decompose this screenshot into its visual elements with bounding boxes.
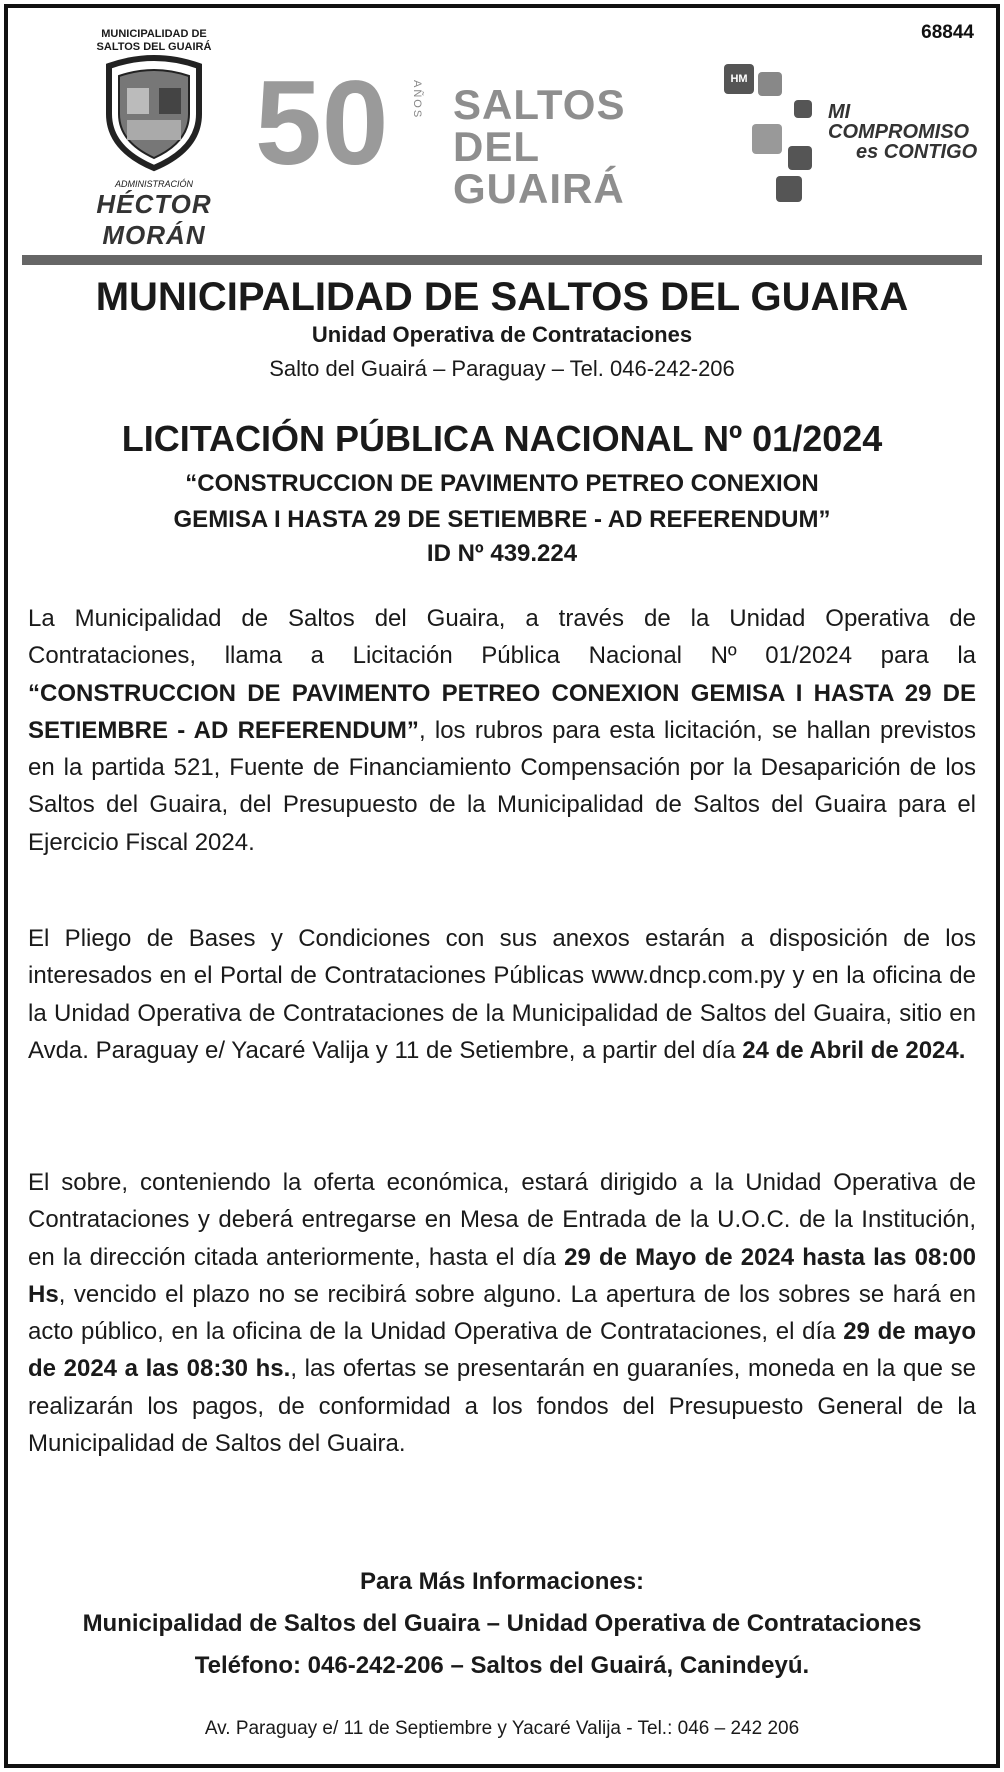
tile-icon [776, 176, 802, 202]
p1-text: La Municipalidad de Saltos del Guaira, a través de la Unidad Operativa de Contrataciones, llama a Licitación Pública Nacional Nº 01/2024 para la [28, 605, 976, 670]
p3-bold: 29 de mayo de 2024 a las 08:30 hs. [28, 1318, 976, 1383]
p2-bold: 24 de Abril de 2024. [742, 1036, 966, 1064]
header-divider [22, 255, 982, 265]
tender-id: ID Nº 439.224 [426, 540, 578, 567]
ad-code: 68844 [921, 22, 974, 43]
municipal-logo [64, 28, 244, 250]
slogan-line2: COMPROMISO [828, 121, 970, 143]
page-frame [4, 4, 1000, 1768]
tender-subject-line2: GEMISA I HASTA 29 DE SETIEMBRE - AD REFERENDUM” [173, 506, 831, 533]
slogan-text [828, 102, 977, 162]
tender-subject [20, 466, 984, 538]
fifty-years-number: 50 [255, 56, 389, 190]
p3-bold: 29 de Mayo de 2024 hasta las 08:00 Hs [28, 1243, 976, 1308]
p1-bold: “CONSTRUCCION DE PAVIMENTO PETREO CONEXION GEMISA I HASTA 29 DE SETIEMBRE - AD REFERENDUM” [28, 679, 976, 744]
tile-icon [758, 72, 782, 96]
info-heading: Para Más Informaciones: [359, 1568, 645, 1595]
location-line: Salto del Guairá – Paraguay – Tel. 046-242-206 [269, 356, 735, 381]
page-title: MUNICIPALIDAD DE SALTOS DEL GUAIRA [95, 275, 909, 319]
footer-address: Av. Paraguay e/ 11 de Septiembre y Yacaré Valija - Tel.: 046 – 242 206 [204, 1718, 800, 1739]
anniversary-logo [255, 56, 715, 212]
paragraph-documents [28, 920, 976, 1069]
tender-subject-line1: “CONSTRUCCION DE PAVIMENTO PETREO CONEXION [185, 470, 819, 497]
coat-of-arms-icon [99, 54, 209, 172]
unit-name: Unidad Operativa de Contrataciones [311, 322, 693, 347]
tile-icon [752, 124, 782, 154]
slogan-line1: MI [828, 101, 851, 123]
slogan-line3: es CONTIGO [856, 141, 978, 163]
p1-text: , los rubros para esta licitación, se hallan previstos en la partida 521, Fuente de Financiamiento Compensación por la Desaparición de los Saltos del Guaira, del Presupuesto de la Municipalidad de Saltos del Guaira para el Ejercicio Fiscal 2024. [28, 716, 977, 856]
p3-text: El sobre, conteniendo la oferta económica, estará dirigido a la Unidad Operativa de Contrataciones y deberá entregarse en Mesa de Entrada de la U.O.C. de la Institución, en la dirección citada anteriormente, hasta el día [28, 1169, 976, 1271]
fifty-years-anos: AÑOS [411, 80, 423, 120]
logo-municipalidad: MUNICIPALIDAD DE [101, 28, 207, 40]
anniversary-line2: GUAIRÁ [453, 165, 625, 212]
logo-hector-moran: HÉCTOR MORÁN [96, 189, 212, 250]
p2-text: El Pliego de Bases y Condiciones con sus anexos estarán a disposición de los interesados en el Portal de Contrataciones Públicas www.dncp.com.py y en la oficina de la Unidad Operativa de Contrataciones de la Municipalidad de Saltos del Guaira, sitio en Avda. Paraguay e/ Yacaré Valija y 11 de Setiembre, a partir del día [28, 925, 976, 1064]
paragraph-call [28, 600, 976, 861]
anniversary-line1: SALTOS DEL [453, 81, 626, 170]
tender-title: LICITACIÓN PÚBLICA NACIONAL Nº 01/2024 [121, 418, 883, 459]
hm-badge-icon: HM [724, 64, 754, 94]
info-line2: Teléfono: 046-242-206 – Saltos del Guairá, Canindeyú. [194, 1652, 810, 1679]
tile-icon [788, 146, 812, 170]
logo-saltos: SALTOS DEL GUAIRÁ [96, 41, 212, 53]
p3-text: , las ofertas se presentarán en guaraníes, moneda en la que se realizarán los pagos, de conformidad a los fondos del Presupuesto General de la Municipalidad de Saltos del Guaira. [28, 1355, 976, 1458]
p3-text: , vencido el plazo no se recibirá sobre alguno. La apertura de los sobres se hará en acto público, en la oficina de la Unidad Operativa de Contrataciones, el día [28, 1280, 976, 1346]
anniversary-name [453, 81, 715, 212]
slogan-logo [724, 58, 984, 208]
info-line1: Municipalidad de Saltos del Guaira – Unidad Operativa de Contrataciones [82, 1610, 922, 1637]
paragraph-submission [28, 1164, 976, 1462]
logo-admin: ADMINISTRACIÓN [114, 179, 193, 189]
tile-icon [794, 100, 812, 118]
